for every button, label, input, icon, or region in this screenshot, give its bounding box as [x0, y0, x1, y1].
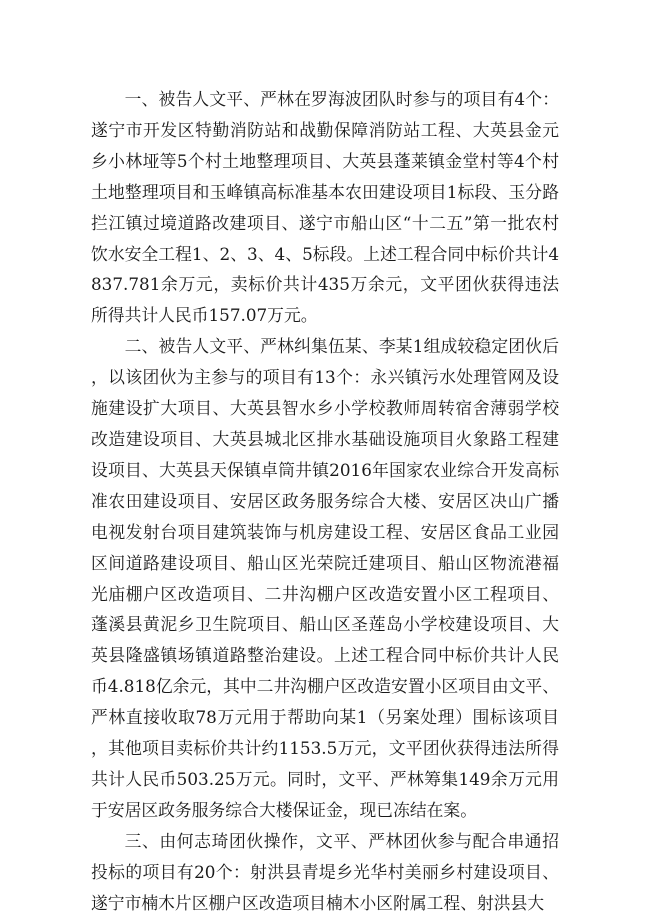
paragraph-3: 三、由何志琦团伙操作，文平、严林团伙参与配合串通招投标的项目有20个：射洪县青堤乡光华村美丽乡村建设项目、遂宁市楠木片区棚户区改造项目楠木小区附属工程、射洪县大: [91, 830, 559, 913]
document-body: [91, 84, 559, 918]
paragraph-1: 一、被告人文平、严林在罗海波团队时参与的项目有4个：遂宁市开发区特勤消防站和战勤保障消防站工程、大英县金元乡小林垭等5个村土地整理项目、大英县蓬莱镇金堂村等4个村土地整理项目和玉峰镇高标准基本农田建设项目1标段、玉分路拦江镇过境道路改建项目、遂宁市船山区“十二五”第一批农村饮水安全工程1、2、3、4、5标段。上述工程合同中标价共计4837.781余万元，卖标价共计435万余元，文平团伙获得违法所得共计人民币157.07万元。: [91, 89, 559, 326]
paragraph-2: 二、被告人文平、严林纠集伍某、李某1组成较稳定团伙后，以该团伙为主参与的项目有13个：永兴镇污水处理管网及设施建设扩大项目、大英县智水乡小学校教师周转宿舍薄弱学校改造建设项目、大英县城北区排水基础设施项目火象路工程建设项目、大英县天保镇卓筒井镇2016年国家农业综合开发高标准农田建设项目、安居区政务服务综合大楼、安居区决山广播电视发射台项目建筑装饰与机房建设工程、安居区食品工业园区间道路建设项目、船山区光荣院迁建项目、船山区物流港福光庙棚户区改造项目、二井沟棚户区改造安置小区工程项目、蓬溪县黄泥乡卫生院项目、船山区圣莲岛小学校建设项目、大英县隆盛镇场镇道路整治建设。上述工程合同中标价共计人民币4.818亿余元，其中二井沟棚户区改造安置小区项目由文平、严林直接收取78万元用于帮助向某1（另案处理）围标该项目，其他项目卖标价共计约1153.5万元，文平团伙获得违法所得共计人民币503.25万元。同时，文平、严林筹集149余万元用于安居区政务服务综合大楼保证金，现已冻结在案。: [91, 336, 559, 820]
